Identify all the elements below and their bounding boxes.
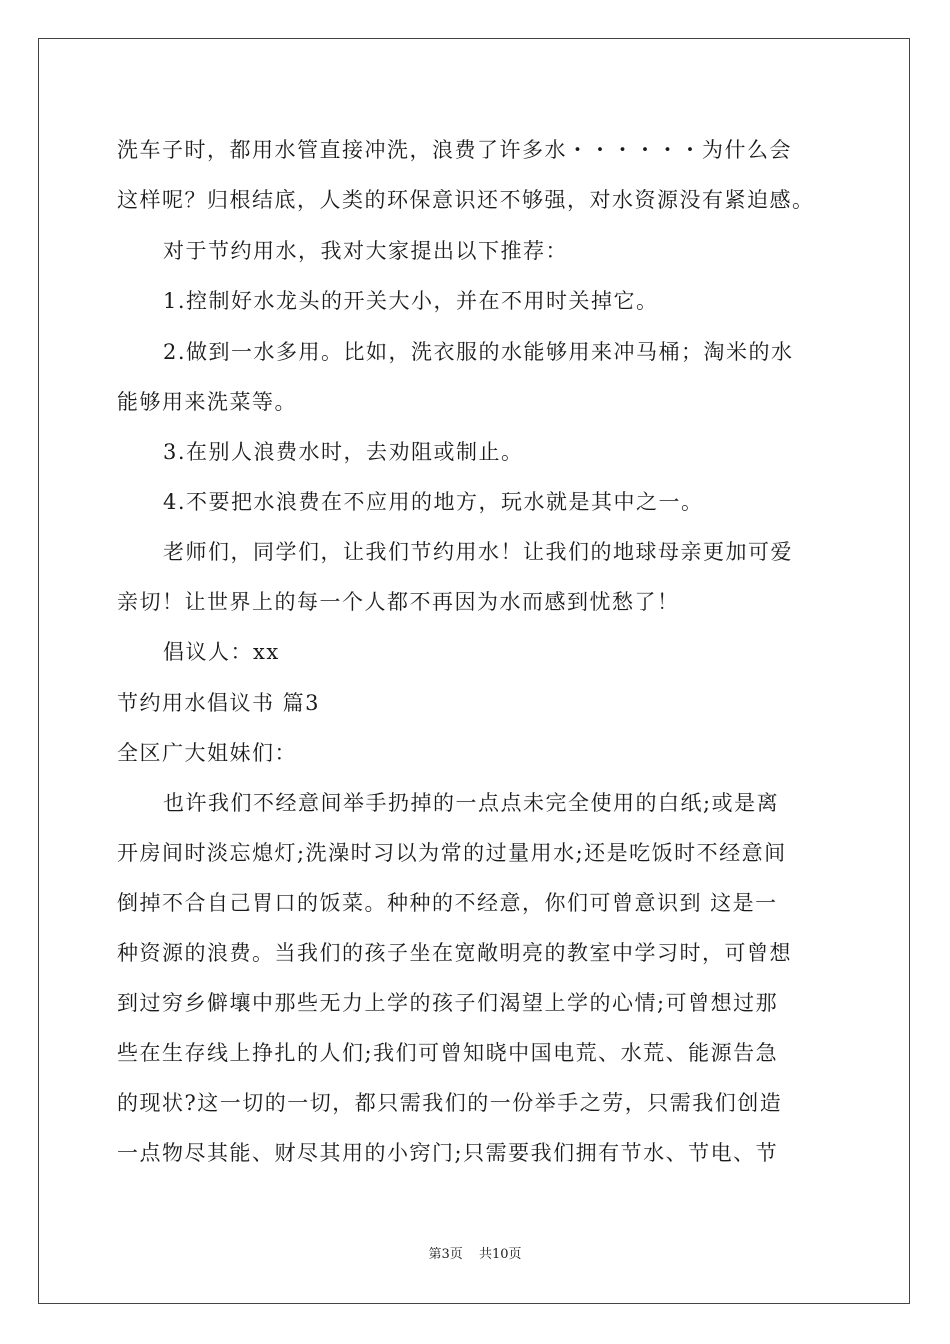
list-item: 2.做到一水多用。比如，洗衣服的水能够用来冲马桶；淘米的水 [163,340,794,364]
paragraph-line: 些在生存线上挣扎的人们;我们可曾知晓中国电荒、水荒、能源告急 [117,1041,779,1065]
paragraph-line: 也许我们不经意间举手扔掉的一点点未完全使用的白纸;或是离 [163,791,780,815]
page-footer [0,1246,950,1264]
page-number-current: 第3页 [428,1247,463,1262]
paragraph-line: 开房间时淡忘熄灯;洗澡时习以为常的过量用水;还是吃饭时不经意间 [117,841,787,865]
paragraph-line: 洗车子时，都用水管直接冲洗，浪费了许多水・・・・・・为什么会 [117,138,792,162]
list-item: 1.控制好水龙头的开关大小，并在不用时关掉它。 [163,289,659,313]
paragraph-line: 倒掉不合自己胃口的饭菜。种种的不经意，你们可曾意识到 这是一 [117,891,778,915]
signature-line: 倡议人：xx [163,640,280,664]
paragraph-line: 到过穷乡僻壤中那些无力上学的孩子们渴望上学的心情;可曾想过那 [117,991,779,1015]
paragraph-line: 老师们，同学们，让我们节约用水！让我们的地球母亲更加可爱 [163,540,793,564]
paragraph-line: 的现状?这一切的一切，都只需我们的一份举手之劳，只需我们创造 [117,1091,783,1115]
paragraph-line: 亲切！让世界上的每一个人都不再因为水而感到忧愁了！ [117,590,680,614]
section-heading: 节约用水倡议书 篇3 [117,691,321,715]
paragraph-line: 一点物尽其能、财尽其用的小窍门;只需要我们拥有节水、节电、节 [117,1141,779,1165]
list-item: 4.不要把水浪费在不应用的地方，玩水就是其中之一。 [163,490,704,514]
list-item: 3.在别人浪费水时，去劝阻或制止。 [163,440,524,464]
paragraph-line: 这样呢？归根结底，人类的环保意识还不够强，对水资源没有紧迫感。 [117,188,815,212]
paragraph-line: 种资源的浪费。当我们的孩子坐在宽敞明亮的教室中学习时，可曾想 [117,941,792,965]
salutation: 全区广大姐妹们： [117,741,297,765]
paragraph-line: 对于节约用水，我对大家提出以下推荐： [163,239,568,263]
page-number-total: 共10页 [478,1247,522,1262]
paragraph-line: 能够用来洗菜等。 [117,390,297,414]
